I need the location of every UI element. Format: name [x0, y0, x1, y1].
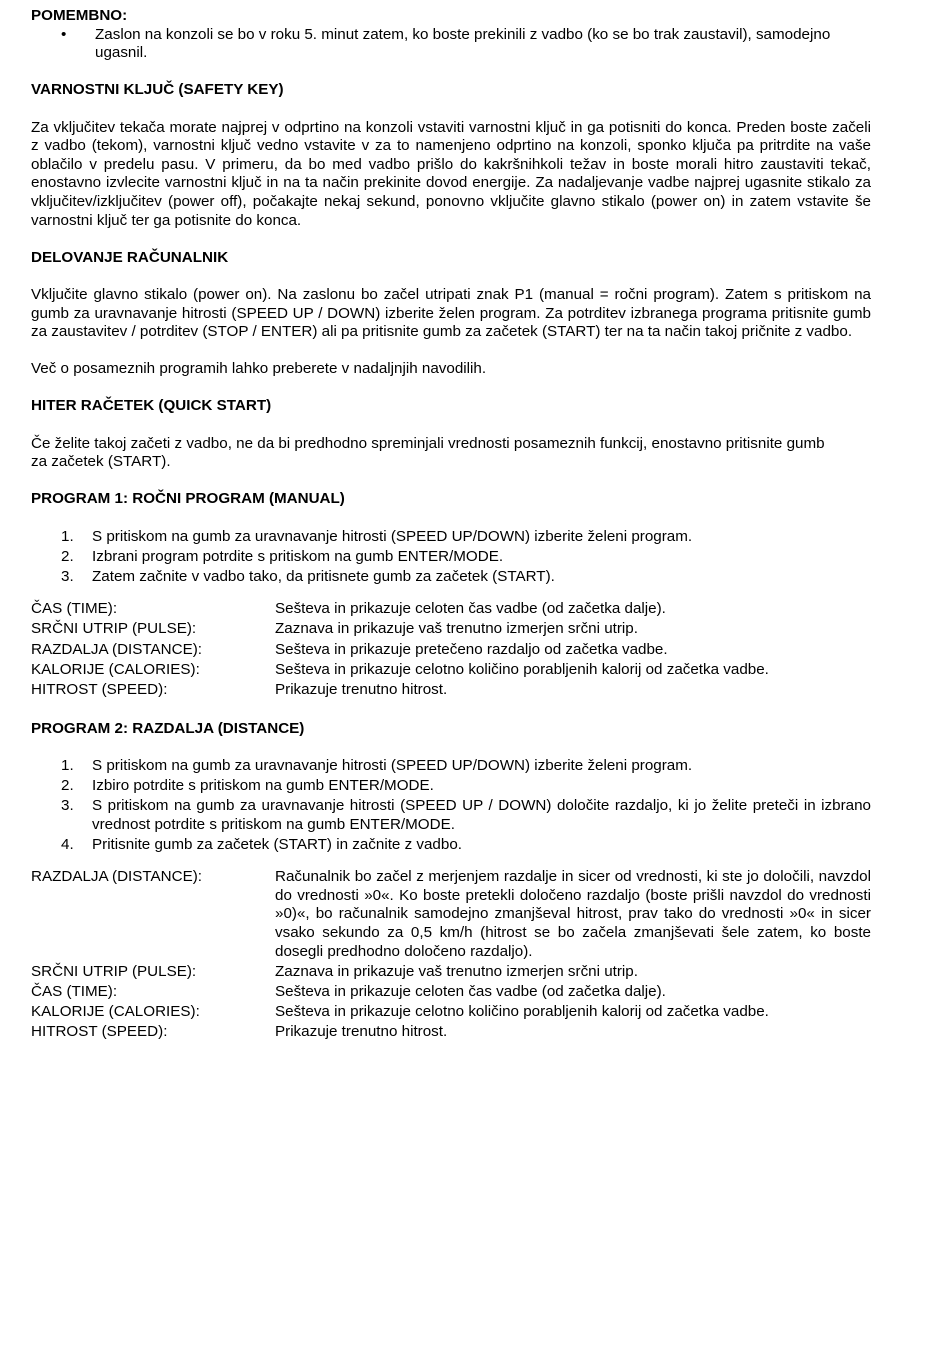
program1-steps — [31, 528, 871, 587]
definition-row: HITROST (SPEED): Prikazuje trenutno hitrost. — [31, 680, 448, 698]
definition-row: ČAS (TIME): Sešteva in prikazuje celoten čas vadbe (od začetka dalje). — [31, 600, 666, 618]
quick-start-text: Če želite takoj začeti z vadbo, ne da bi predhodno spreminjali vrednosti posameznih funkcij, enostavno pritisnite gumb za začetek (START). — [31, 434, 825, 471]
definition-row: SRČNI UTRIP (PULSE): Zaznava in prikazuje vaš trenutno izmerjen srčni utrip. — [31, 962, 638, 980]
important-heading: POMEMBNO: — [31, 7, 128, 24]
list-item: 4. Pritisnite gumb za začetek (START) in začnite z vadbo. — [61, 836, 462, 854]
document-page — [31, 7, 871, 1044]
definition-row: HITROST (SPEED): Prikazuje trenutno hitrost. — [31, 1023, 448, 1041]
list-item: 3. S pritiskom na gumb za uravnavanje hitrosti (SPEED UP / DOWN) določite razdaljo, ki jo želite preteči in izbrano vrednost potrdite s pritiskom na gumb ENTER/MODE. — [61, 797, 871, 833]
list-item: 2. Izbiro potrdite s pritiskom na gumb ENTER/MODE. — [61, 777, 434, 795]
program2-heading: PROGRAM 2: RAZDALJA (DISTANCE) — [31, 719, 305, 737]
definition-row: RAZDALJA (DISTANCE): Računalnik bo začel z merjenjem razdalje in sicer od vrednosti, ki ste jo določili, navzdol do vrednosti »0«. Ko boste pretekli določeno razdaljo (boste prišli navzdol do vrednosti »0)«, bo računalnik samodejno zmanjševal hitrost, prav tako do vrednosti »0« in sicer vsako sekundo za 0,5 km/h (hitrost se bo začela zmanjševati šele zatem, ko boste dosegli predhodno določeno razdaljo). — [31, 868, 871, 960]
program2-definitions — [31, 868, 871, 1042]
list-item: 1. S pritiskom na gumb za uravnavanje hitrosti (SPEED UP/DOWN) izberite želeni program. — [61, 527, 693, 545]
definition-row: ČAS (TIME): Sešteva in prikazuje celoten čas vadbe (od začetka dalje). — [31, 983, 666, 1000]
definition-row: KALORIJE (CALORIES): Sešteva in prikazuje celotno količino porabljenih kalorij od začetka vadbe. — [31, 1003, 769, 1021]
safety-key-heading: VARNOSTNI KLJUČ (SAFETY KEY) — [31, 81, 284, 99]
computer-text: Vključite glavno stikalo (power on). Na zaslonu bo začel utripati znak P1 (manual = ročni program). Zatem s pritiskom na gumb za uravnavanje hitrosti (SPEED UP / DOWN) izberite želen program. Za potrditev izbranega programa pritisnite gumb za zaustavitev / potrditev (STOP / ENTER) ali pa pritisnite gumb za začetek (START) ter na ta način takoj pričnite z vadbo. — [31, 285, 871, 341]
computer-more-text: Več o posameznih programih lahko preberete v nadaljnjih navodilih. — [31, 360, 487, 378]
important-bullet — [31, 26, 871, 63]
program1-definitions — [31, 600, 871, 699]
program1-heading: PROGRAM 1: ROČNI PROGRAM (MANUAL) — [31, 490, 345, 508]
definition-row: SRČNI UTRIP (PULSE): Zaznava in prikazuje vaš trenutno izmerjen srčni utrip. — [31, 620, 638, 638]
definition-row: RAZDALJA (DISTANCE): Sešteva in prikazuje pretečeno razdaljo od začetka vadbe. — [31, 640, 668, 658]
computer-heading: DELOVANJE RAČUNALNIK — [31, 248, 229, 266]
list-item: 3. Zatem začnite v vadbo tako, da pritisnete gumb za začetek (START). — [61, 568, 555, 585]
program2-steps — [31, 757, 871, 855]
list-item: 2. Izbrani program potrdite s pritiskom na gumb ENTER/MODE. — [61, 547, 504, 565]
quick-start-heading: HITER RAČETEK (QUICK START) — [31, 397, 272, 415]
definition-row: KALORIJE (CALORIES): Sešteva in prikazuje celotno količino porabljenih kalorij od začetka vadbe. — [31, 660, 769, 678]
bullet-dot-icon: • — [61, 25, 67, 43]
safety-key-text: Za vključitev tekača morate najprej v odprtino na konzoli vstaviti varnostni ključ in ga potisniti do konca. Preden boste začeli z vadbo (tekom), varnostni ključ vedno vstavite v za to namenjeno odprtino na konzoli, sponko ključa pa pritrdite na vaše oblačilo v predelu pasu. V primeru, da bo med vadbo prišlo do kakršnihkoli težav in boste morali hitro zaustaviti tekač, enostavno izvlecite varnostni ključ in na ta način prekinite dovod energije. Za nadaljevanje vadbe najprej ugasnite stikalo za vključitev/izključitev (power off), počakajte nekaj sekund, ponovno vključite glavno stikalo (power on) in zatem vstavite še varnostni ključ ter ga potisnite do konca. — [31, 118, 871, 229]
important-bullet-text: Zaslon na konzoli se bo v roku 5. minut zatem, ko boste prekinili z vadbo (ko se bo trak zaustavil), samodejno ugasnil. — [95, 25, 831, 62]
list-item: 1. S pritiskom na gumb za uravnavanje hitrosti (SPEED UP/DOWN) izberite želeni program. — [61, 756, 693, 774]
